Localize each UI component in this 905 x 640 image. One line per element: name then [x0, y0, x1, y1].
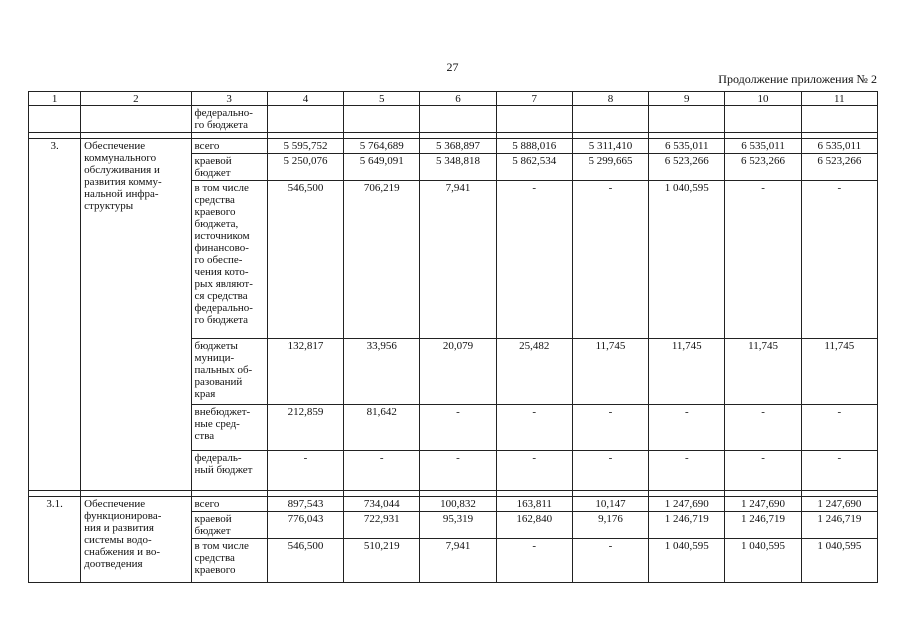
column-number-4: 4	[267, 92, 343, 106]
value-cell: -	[267, 451, 343, 491]
value-cell	[801, 106, 877, 133]
value-cell	[725, 106, 801, 133]
value-cell: 6 523,266	[649, 154, 725, 181]
value-cell: 7,941	[420, 539, 496, 583]
value-cell: 5 368,897	[420, 139, 496, 154]
value-cell: 546,500	[267, 181, 343, 339]
value-cell: 20,079	[420, 339, 496, 405]
funding-source-cell: федерально- го бюджета	[191, 106, 267, 133]
page-number: 27	[446, 60, 459, 74]
index-cell	[29, 106, 81, 133]
column-number-8: 8	[572, 92, 648, 106]
funding-source: федераль- ный бюджет	[191, 451, 267, 491]
column-number-1: 1	[29, 92, 81, 106]
value-cell: 5 299,665	[572, 154, 648, 181]
table-row	[29, 139, 878, 154]
value-cell: 25,482	[496, 339, 572, 405]
value-cell: 6 523,266	[725, 154, 801, 181]
value-cell: -	[572, 181, 648, 339]
value-cell: 897,543	[267, 497, 343, 512]
value-cell: 1 040,595	[649, 181, 725, 339]
measure-name-cell	[81, 106, 191, 133]
value-cell: 132,817	[267, 339, 343, 405]
value-cell: 546,500	[267, 539, 343, 583]
value-cell: 6 535,011	[801, 139, 877, 154]
value-cell: -	[572, 405, 648, 451]
value-cell	[649, 106, 725, 133]
value-cell: 5 888,016	[496, 139, 572, 154]
header-row	[29, 92, 878, 106]
value-cell: -	[725, 405, 801, 451]
value-cell: -	[801, 405, 877, 451]
value-cell: 212,859	[267, 405, 343, 451]
funding-source: бюджеты муници- пальных об- разований края	[191, 339, 267, 405]
value-cell: 81,642	[344, 405, 420, 451]
section-index: 3.	[29, 139, 81, 491]
value-cell: -	[572, 539, 648, 583]
value-cell: 33,956	[344, 339, 420, 405]
column-number-2: 2	[81, 92, 191, 106]
value-cell: 5 862,534	[496, 154, 572, 181]
value-cell: -	[801, 181, 877, 339]
value-cell: 1 247,690	[725, 497, 801, 512]
value-cell: 734,044	[344, 497, 420, 512]
column-number-6: 6	[420, 92, 496, 106]
value-cell: 9,176	[572, 512, 648, 539]
value-cell: -	[420, 405, 496, 451]
funding-source: краевой бюджет	[191, 512, 267, 539]
value-cell: 5 595,752	[267, 139, 343, 154]
table-row	[29, 497, 878, 512]
value-cell: 706,219	[344, 181, 420, 339]
value-cell: 1 247,690	[649, 497, 725, 512]
value-cell	[572, 106, 648, 133]
section-index: 3.1.	[29, 497, 81, 583]
value-cell: -	[496, 181, 572, 339]
value-cell: 11,745	[801, 339, 877, 405]
value-cell	[496, 106, 572, 133]
value-cell: -	[496, 539, 572, 583]
value-cell: 11,745	[572, 339, 648, 405]
value-cell: -	[649, 405, 725, 451]
funding-source: всего	[191, 139, 267, 154]
value-cell: 1 246,719	[801, 512, 877, 539]
value-cell: 163,811	[496, 497, 572, 512]
value-cell: 1 040,595	[801, 539, 877, 583]
funding-source: краевой бюджет	[191, 154, 267, 181]
value-cell: 6 535,011	[725, 139, 801, 154]
column-number-5: 5	[344, 92, 420, 106]
carry-over-row	[29, 106, 878, 133]
budget-table	[28, 91, 878, 583]
funding-source: в том числе средства краевого	[191, 539, 267, 583]
column-number-3: 3	[191, 92, 267, 106]
column-number-11: 11	[801, 92, 877, 106]
value-cell: 5 764,689	[344, 139, 420, 154]
section-name: Обеспечение коммунального обслуживания и развития комму- нальной инфра- структуры	[81, 139, 191, 491]
value-cell: -	[572, 451, 648, 491]
value-cell: -	[344, 451, 420, 491]
value-cell	[420, 106, 496, 133]
value-cell: 1 246,719	[649, 512, 725, 539]
value-cell: 6 523,266	[801, 154, 877, 181]
value-cell: -	[420, 451, 496, 491]
value-cell: 162,840	[496, 512, 572, 539]
value-cell: 100,832	[420, 497, 496, 512]
value-cell: -	[725, 451, 801, 491]
continuation-caption: Продолжение приложения № 2	[718, 72, 877, 86]
value-cell: -	[496, 451, 572, 491]
value-cell: 5 348,818	[420, 154, 496, 181]
value-cell: 1 247,690	[801, 497, 877, 512]
value-cell: 776,043	[267, 512, 343, 539]
value-cell: -	[801, 451, 877, 491]
value-cell: 11,745	[725, 339, 801, 405]
funding-source: всего	[191, 497, 267, 512]
column-number-9: 9	[649, 92, 725, 106]
value-cell: 5 311,410	[572, 139, 648, 154]
column-number-10: 10	[725, 92, 801, 106]
value-cell	[344, 106, 420, 133]
value-cell	[267, 106, 343, 133]
value-cell: 5 250,076	[267, 154, 343, 181]
value-cell: 95,319	[420, 512, 496, 539]
value-cell: 1 040,595	[649, 539, 725, 583]
value-cell: 5 649,091	[344, 154, 420, 181]
value-cell: 722,931	[344, 512, 420, 539]
funding-source: в том числе средства краевого бюджета, источником финансово- го обеспе- чения кото- рых являют- ся средства федерально- го бюджета	[191, 181, 267, 339]
value-cell: 6 535,011	[649, 139, 725, 154]
value-cell: 11,745	[649, 339, 725, 405]
value-cell: -	[496, 405, 572, 451]
funding-source: внебюджет- ные сред- ства	[191, 405, 267, 451]
value-cell: 10,147	[572, 497, 648, 512]
section-name: Обеспечение функционирова- ния и развития системы водо- снабжения и во- доотведения	[81, 497, 191, 583]
value-cell: 1 246,719	[725, 512, 801, 539]
value-cell: -	[649, 451, 725, 491]
value-cell: 1 040,595	[725, 539, 801, 583]
value-cell: 7,941	[420, 181, 496, 339]
column-number-7: 7	[496, 92, 572, 106]
value-cell: -	[725, 181, 801, 339]
value-cell: 510,219	[344, 539, 420, 583]
